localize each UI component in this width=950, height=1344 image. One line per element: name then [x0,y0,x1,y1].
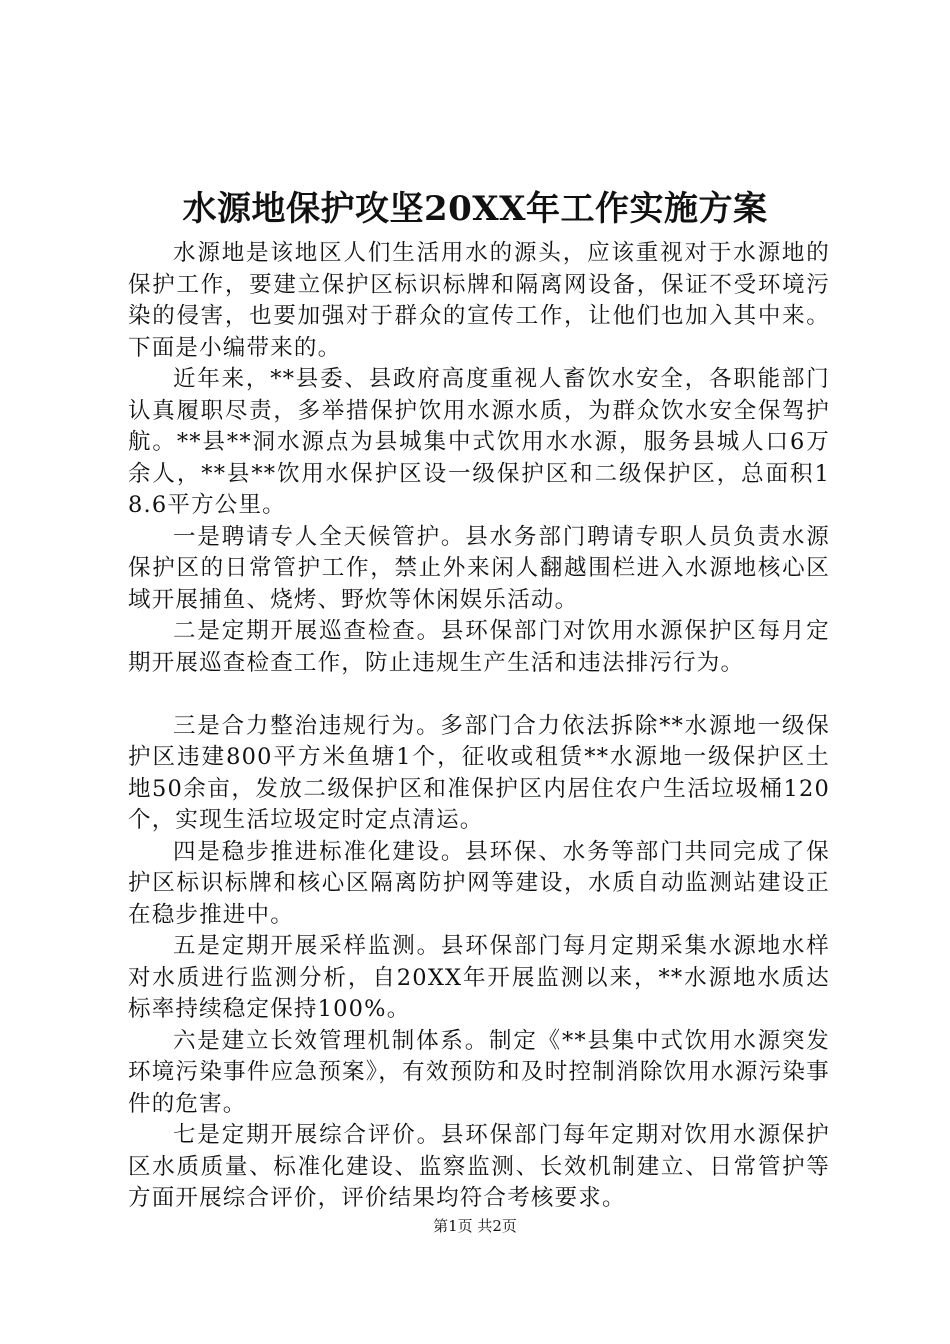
document-body [128,238,830,1215]
paragraph-measure-4: 四是稳步推进标准化建设。县环保、水务等部门共同完成了保护区标识标牌和核心区隔离防护网等建设，水质自动监测站建设正在稳步推进中。 [128,838,830,928]
paragraph-spacer [128,679,830,711]
paragraph-measure-2: 二是定期开展巡查检查。县环保部门对饮用水源保护区每月定期开展巡查检查工作，防止违规生产生活和违法排污行为。 [128,618,830,676]
paragraph-measure-1: 一是聘请专人全天候管护。县水务部门聘请专职人员负责水源保护区的日常管护工作，禁止外来闲人翻越围栏进入水源地核心区域开展捕鱼、烧烤、野炊等休闲娱乐活动。 [128,523,830,613]
paragraph-measure-6: 六是建立长效管理机制体系。制定《**县集中式饮用水源突发环境污染事件应急预案》，有效预防和及时控制消除饮用水源污染事件的危害。 [128,1027,830,1117]
paragraph-measure-3: 三是合力整治违规行为。多部门合力依法拆除**水源地一级保护区违建800平方米鱼塘1个，征收或租赁**水源地一级保护区土地50余亩，发放二级保护区和准保护区内居住农户生活垃圾桶120个，实现生活垃圾定时定点清运。 [128,712,830,833]
paragraph-intro: 水源地是该地区人们生活用水的源头，应该重视对于水源地的保护工作，要建立保护区标识标牌和隔离网设备，保证不受环境污染的侵害，也要加强对于群众的宣传工作，让他们也加入其中来。下面是小编带来的。 [128,240,830,361]
paragraph-measure-7: 七是定期开展综合评价。县环保部门每年定期对饮用水源保护区水质质量、标准化建设、监察监测、长效机制建立、日常管护等方面开展综合评价，评价结果均符合考核要求。 [128,1122,830,1211]
paragraph-measure-5: 五是定期开展采样监测。县环保部门每月定期采集水源地水样对水质进行监测分析，自20XX年开展监测以来，**水源地水质达标率持续稳定保持100%。 [128,933,830,1022]
paragraph-background: 近年来，**县委、县政府高度重视人畜饮水安全，各职能部门认真履职尽责，多举措保护饮用水源水质，为群众饮水安全保驾护航。**县**洞水源点为县城集中式饮用水水源，服务县城人口6万余人，**县**饮用水保护区设一级保护区和二级保护区，总面积18.6平方公里。 [128,366,830,518]
page-number-footer: 第1页 共2页 [433,1217,517,1235]
document-title: 水源地保护攻坚20XX年工作实施方案 [182,189,768,229]
